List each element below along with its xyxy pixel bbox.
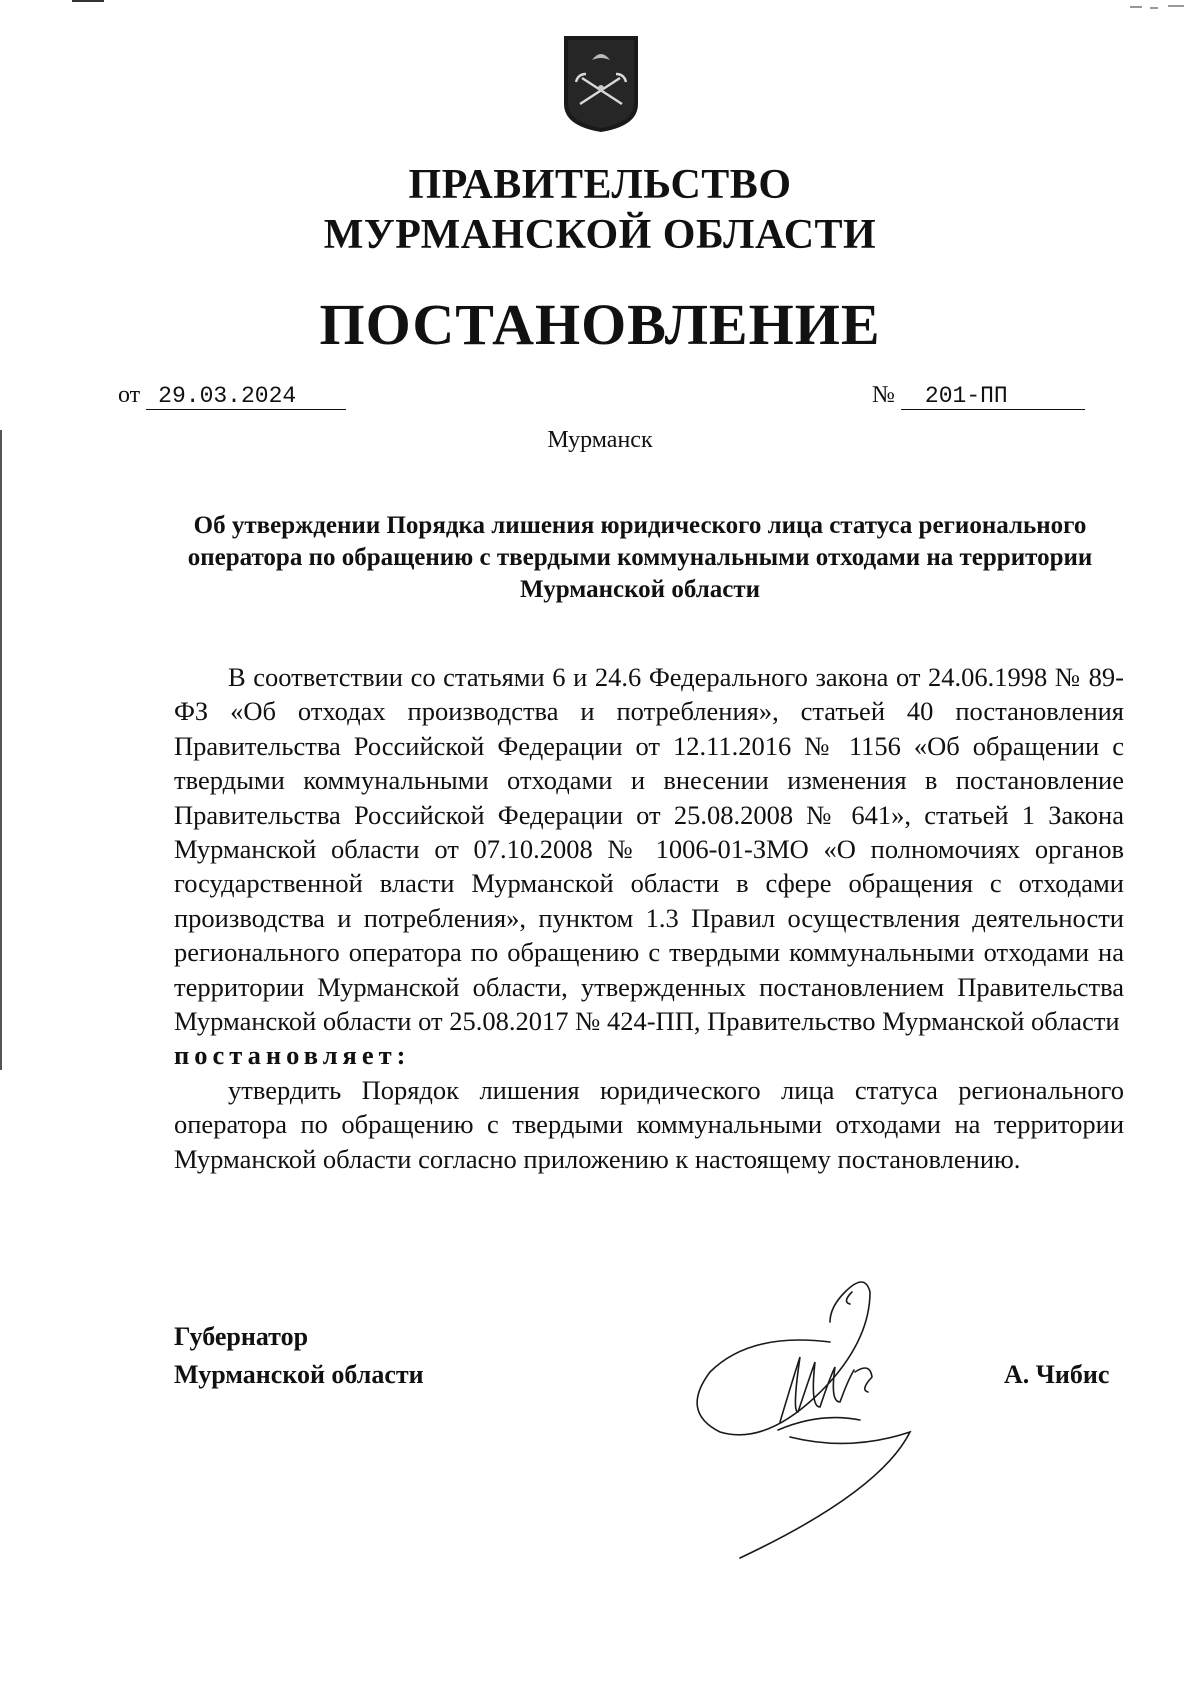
preamble-paragraph [174, 660, 1124, 1038]
number-prefix: № [872, 382, 895, 408]
scan-artifact-left-edge [0, 430, 2, 1070]
government-title-line2: МУРМАНСКОЙ ОБЛАСТИ [323, 212, 877, 258]
handwritten-signature [680, 1262, 980, 1562]
document-subject: Об утверждении Порядка лишения юридического лица статуса регионального оператора по обращению с твердыми коммунальными отходами на территории Мурманской области [187, 512, 1093, 603]
scan-artifact-dots [1128, 2, 1188, 12]
signer-position [174, 1318, 424, 1394]
signer-name: А. Чибис [1004, 1360, 1110, 1389]
government-title-line1: ПРАВИТЕЛЬСТВО [408, 162, 792, 208]
decision-text: утвердить Порядок лишения юридического лица статуса регионального оператора по обращению с твердыми коммунальными отходами на территории Мурманской области согласно приложению к настоящему постановлению. [174, 1074, 1124, 1174]
document-body [174, 660, 1124, 1176]
date-field [118, 382, 346, 410]
resolve-word: постановляет: [174, 1040, 411, 1071]
scan-artifact-top [72, 0, 104, 2]
decision-paragraph [174, 1073, 1124, 1176]
number-value: 201-ПП [901, 383, 1085, 410]
coat-of-arms-icon [562, 34, 640, 134]
number-field [872, 382, 1085, 410]
date-value: 29.03.2024 [146, 383, 346, 410]
signer-position-line2: Мурманской области [174, 1360, 424, 1389]
signer-position-line1: Губернатор [174, 1322, 309, 1351]
government-title [0, 160, 1200, 260]
preamble-text: В соответствии со статьями 6 и 24.6 Федерального закона от 24.06.1998 № 89-ФЗ «Об отходах производства и потребления», статьей 40 постановления Правительства Российской Федерации от 12.11.2016 № 1156 «Об обращении с твердыми коммунальными отходами и внесении изменения в постановление Правительства Российской Федерации от 25.08.2008 № 641», статьей 1 Закона Мурманской области от 07.10.2008 № 1006-01-ЗМО «О полномочиях органов государственной власти Мурманской области в сфере обращения с отходами производства и потребления», пунктом 1.3 Правил осуществления деятельности регионального оператора по обращению с твердыми коммунальными отходами на территории Мурманской области, утвержденных постановлением Правительства Мурманской области от 25.08.2017 № 424-ПП, Правительство Мурманской области [174, 662, 1124, 1037]
city: Мурманск [547, 427, 653, 453]
document-type: ПОСТАНОВЛЕНИЕ [319, 292, 881, 357]
date-prefix: от [118, 382, 141, 408]
